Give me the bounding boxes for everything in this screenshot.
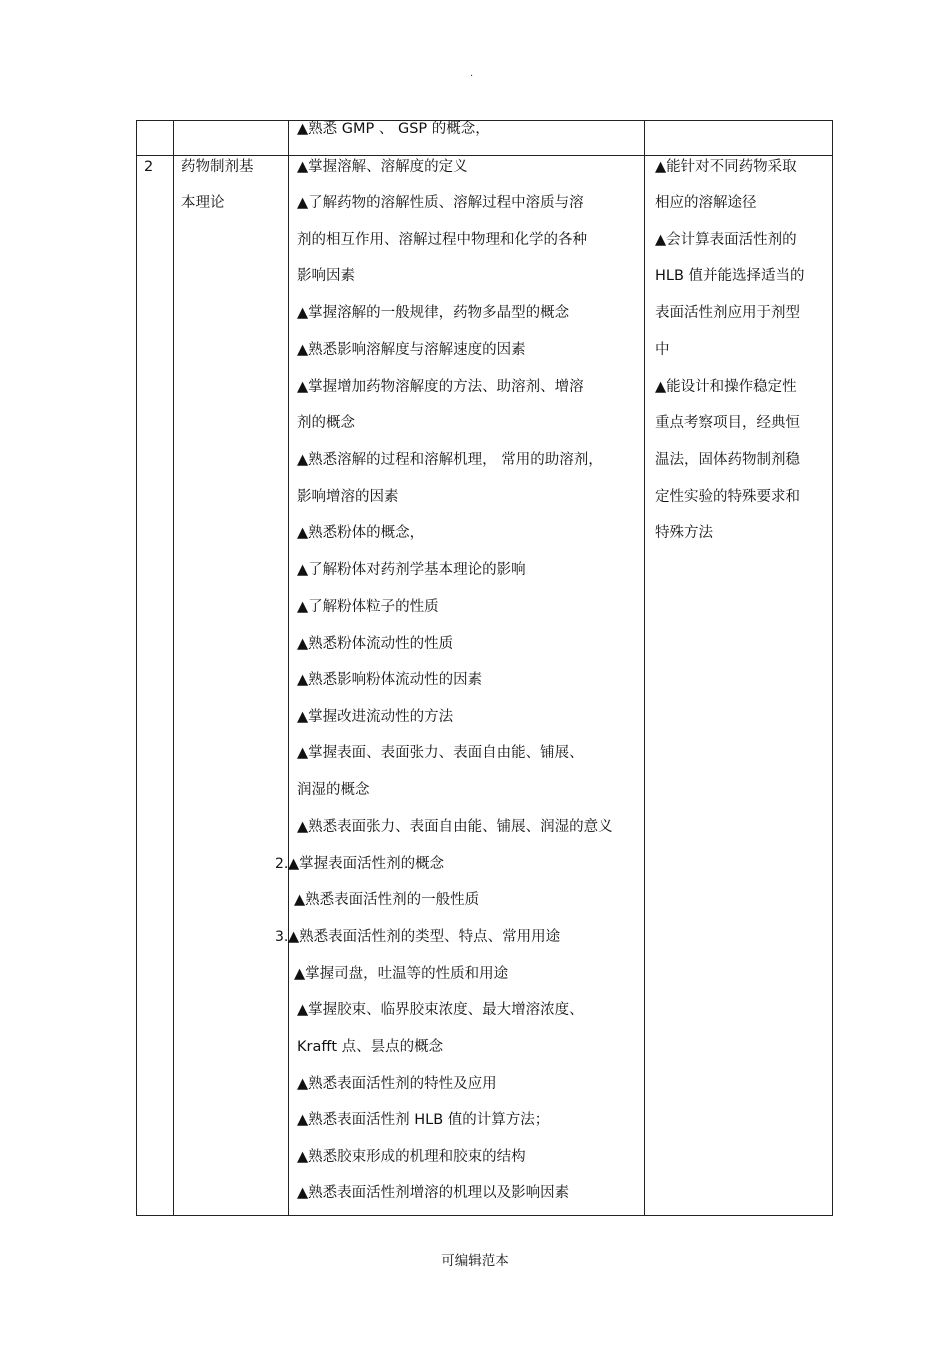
- skills-line: 相应的溶解途径: [655, 195, 757, 211]
- content-line: ▲掌握改进流动性的方法: [297, 709, 454, 725]
- skills-line: ▲能针对不同药物采取: [655, 159, 797, 175]
- content-line: ▲熟悉表面活性剂 HLB 值的计算方法；: [297, 1112, 550, 1128]
- content-line: ▲熟悉表面张力、表面自由能、铺展、润湿的意义: [297, 819, 613, 835]
- page-footer: 可编辑范本: [441, 1253, 509, 1269]
- content-line: ▲熟悉表面活性剂的一般性质: [294, 892, 480, 908]
- table-divider-title: [288, 120, 289, 1216]
- table-divider-content: [644, 120, 645, 1216]
- content-line: ▲掌握溶解的一般规律，药物多晶型的概念: [297, 305, 570, 321]
- list-marker: 3.: [275, 929, 289, 945]
- content-line: ▲熟悉影响溶解度与溶解速度的因素: [297, 342, 526, 358]
- skills-line: 表面活性剂应用于剂型: [655, 305, 800, 321]
- skills-line: 中: [655, 342, 670, 358]
- content-line: ▲熟悉胶束形成的机理和胶束的结构: [297, 1149, 526, 1165]
- table-border-right: [832, 120, 833, 1216]
- content-line: ▲了解粉体对药剂学基本理论的影响: [297, 562, 526, 578]
- content-line: ▲了解药物的溶解性质、溶解过程中溶质与溶: [297, 195, 584, 211]
- content-line: ▲掌握胶束、临界胶束浓度、最大增溶浓度、: [297, 1002, 584, 1018]
- skills-line: 温法，固体药物制剂稳: [655, 452, 800, 468]
- content-line: 影响因素: [297, 268, 355, 284]
- row-number: 2: [144, 159, 154, 175]
- table-divider-num: [173, 120, 174, 1216]
- content-line: ▲了解粉体粒子的性质: [297, 599, 439, 615]
- content-line: ▲掌握表面活性剂的概念: [288, 856, 445, 872]
- content-line: ▲熟悉表面活性剂的特性及应用: [297, 1076, 497, 1092]
- skills-line: ▲会计算表面活性剂的: [655, 232, 797, 248]
- skills-line: 特殊方法: [655, 525, 713, 541]
- content-line: ▲熟悉溶解的过程和溶解机理， 常用的助溶剂，: [297, 452, 603, 468]
- content-line: ▲熟悉表面活性剂的类型、特点、常用用途: [288, 929, 561, 945]
- row-title-line: 药物制剂基: [181, 159, 254, 175]
- header-mark: .: [470, 68, 474, 79]
- first-row-content: ▲熟悉 GMP 、 GSP 的概念，: [297, 121, 490, 137]
- skills-line: 定性实验的特殊要求和: [655, 489, 800, 505]
- skills-line: ▲能设计和操作稳定性: [655, 379, 797, 395]
- row-separator: [136, 155, 833, 156]
- content-line: ▲掌握司盘，吐温等的性质和用途: [294, 966, 509, 982]
- skills-line: HLB 值并能选择适当的: [655, 268, 805, 284]
- skills-line: 重点考察项目，经典恒: [655, 415, 800, 431]
- content-line: 剂的相互作用、溶解过程中物理和化学的各种: [297, 232, 587, 248]
- content-line: ▲掌握增加药物溶解度的方法、助溶剂、增溶: [297, 379, 584, 395]
- content-line: ▲熟悉表面活性剂增溶的机理以及影响因素: [297, 1185, 570, 1201]
- content-line: ▲掌握表面、表面张力、表面自由能、铺展、: [297, 745, 584, 761]
- content-line: 剂的概念: [297, 415, 355, 431]
- table-border-left: [136, 120, 137, 1216]
- content-line: ▲熟悉影响粉体流动性的因素: [297, 672, 483, 688]
- content-line: 影响增溶的因素: [297, 489, 399, 505]
- content-line: ▲熟悉粉体流动性的性质: [297, 636, 454, 652]
- content-line: ▲掌握溶解、溶解度的定义: [297, 159, 468, 175]
- content-line: Krafft 点、昙点的概念: [297, 1039, 444, 1055]
- content-line: 润湿的概念: [297, 782, 370, 798]
- row-title-line: 本理论: [181, 195, 225, 211]
- list-marker: 2.: [275, 856, 289, 872]
- content-line: ▲熟悉粉体的概念，: [297, 525, 425, 541]
- table-border-bottom: [136, 1215, 833, 1216]
